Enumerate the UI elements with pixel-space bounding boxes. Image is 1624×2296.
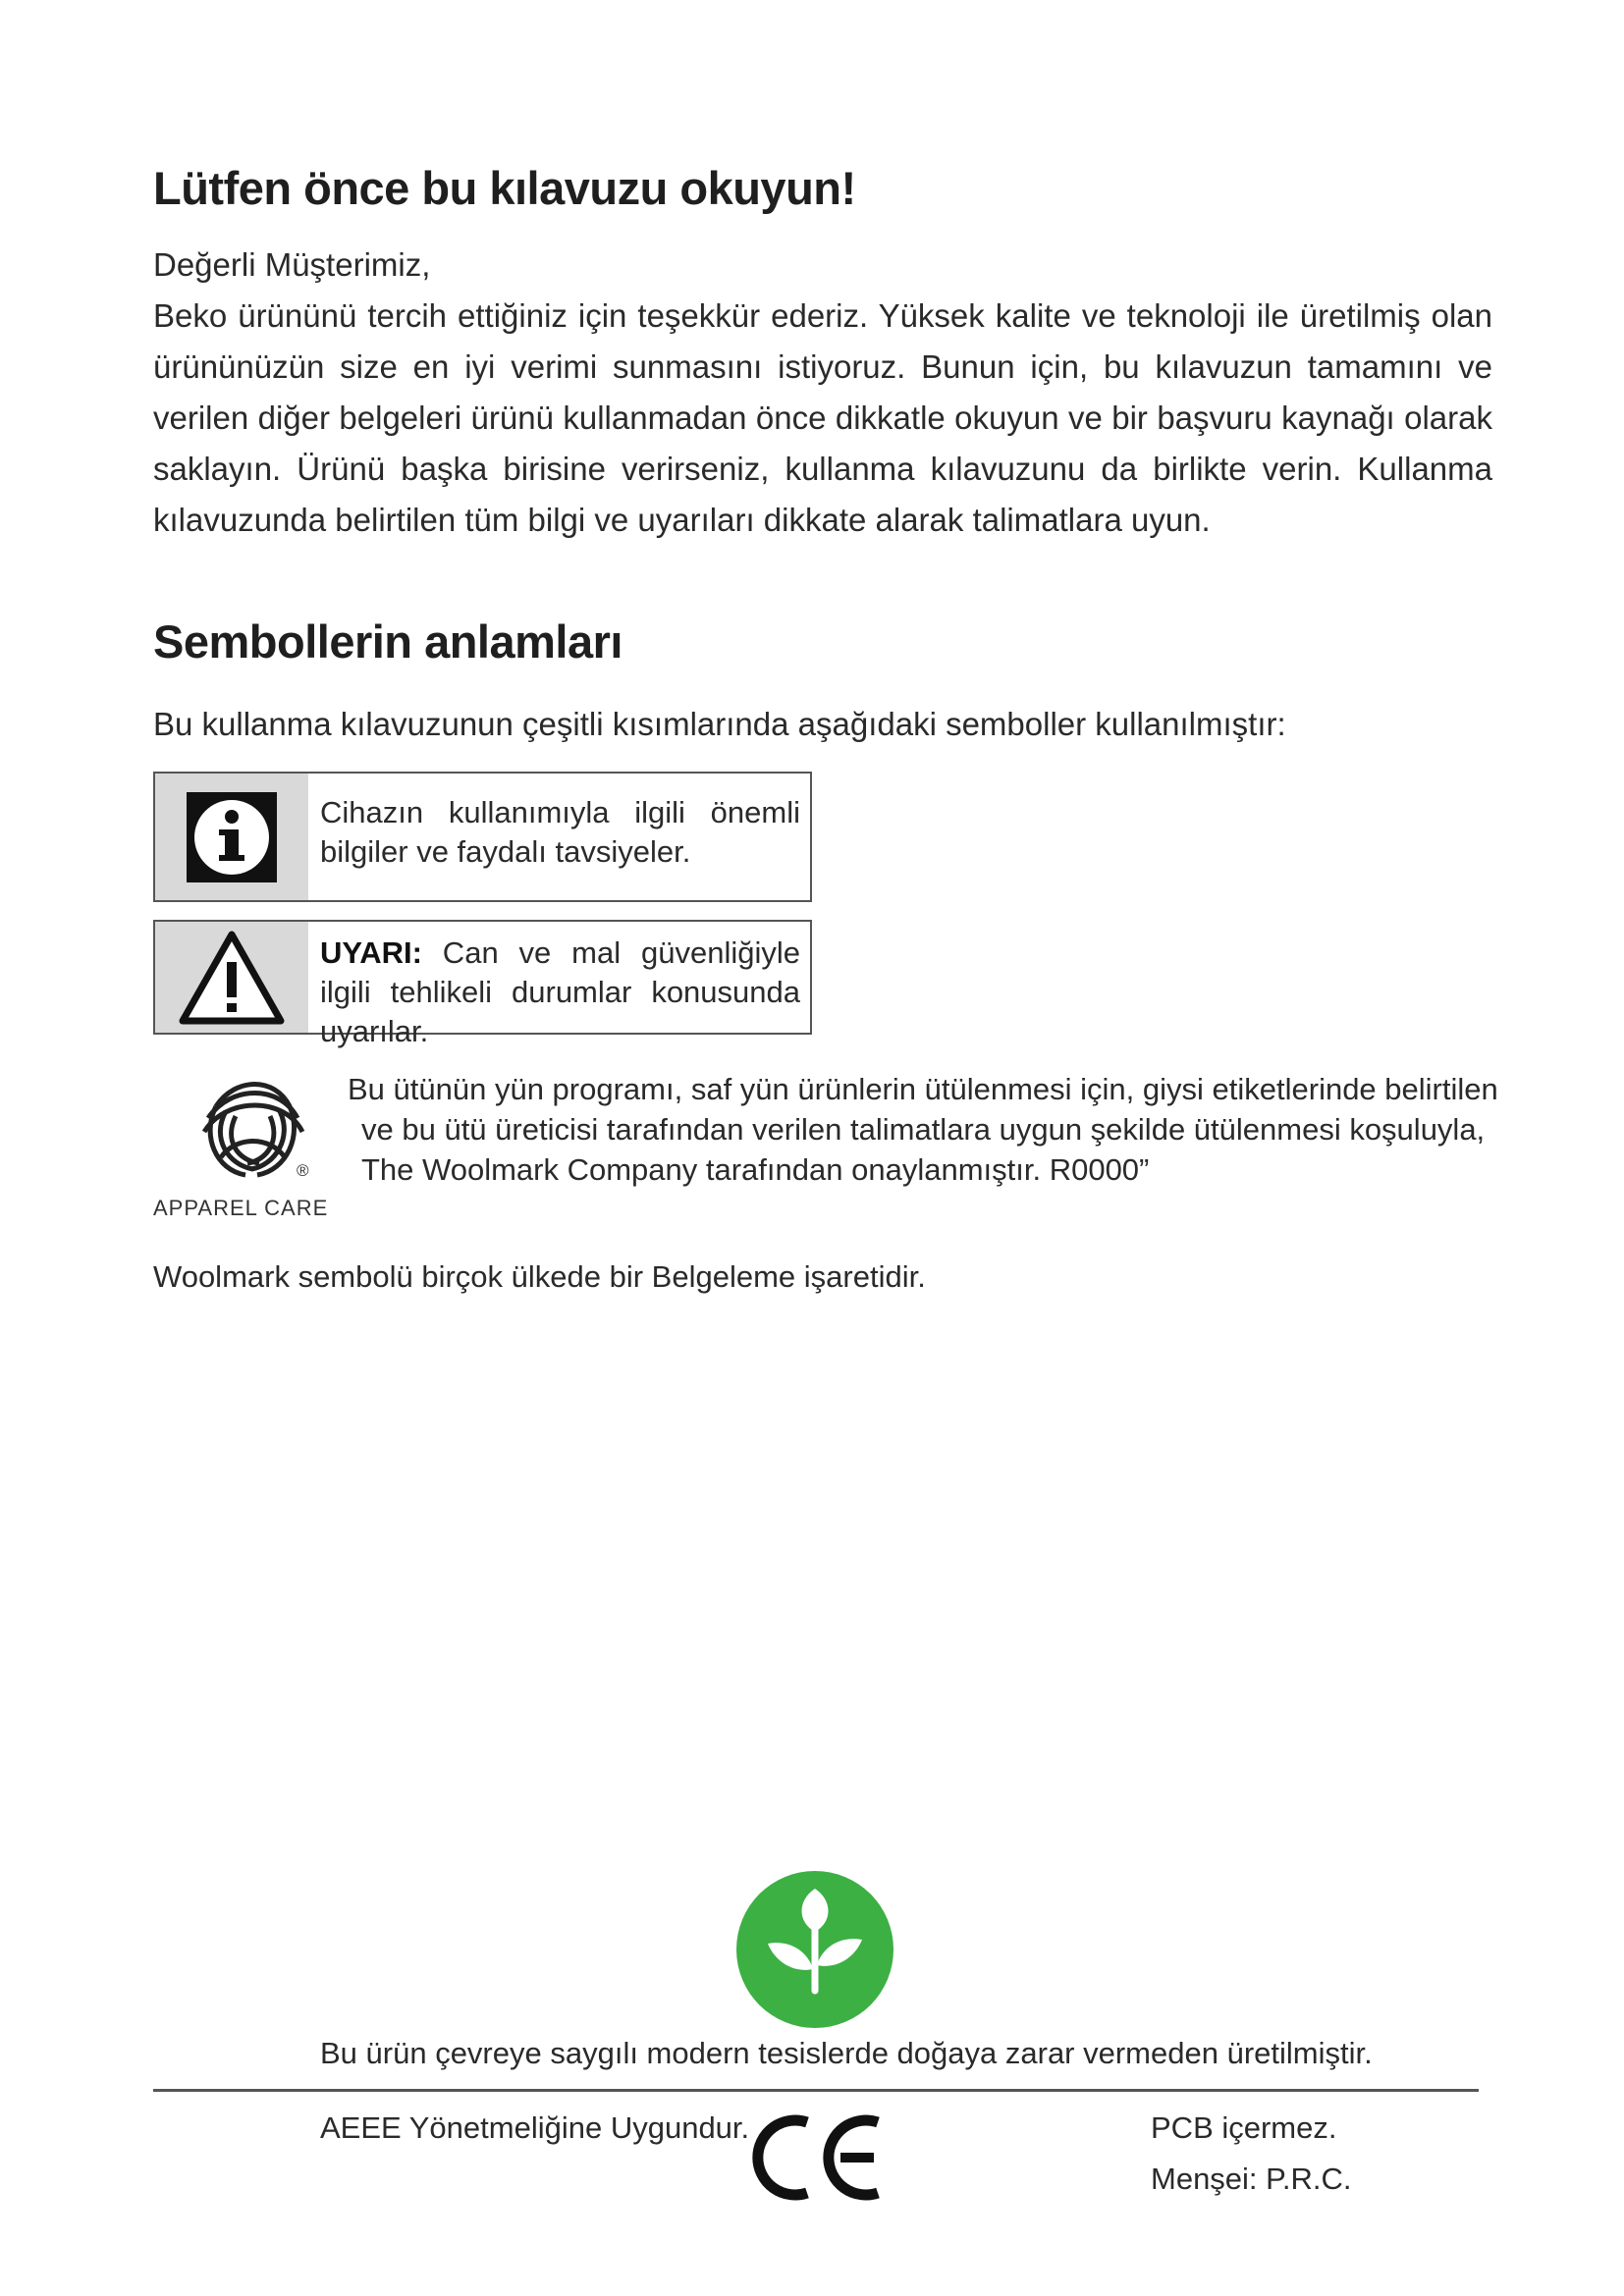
leaf-icon	[736, 1871, 893, 2033]
eco-statement: Bu ürün çevreye saygılı modern tesislerde doğaya zarar vermeden üretilmiştir.	[320, 2036, 1373, 2070]
info-icon	[155, 774, 308, 900]
origin-statement: Menşei: P.R.C.	[1151, 2162, 1352, 2196]
woolmark-line-2: ve bu ütü üreticisi tarafından verilen talimatlara uygun şekilde ütülenmesi koşuluyla,	[361, 1112, 1486, 1147]
warning-description: Can ve mal güvenliğiyle ilgili tehlikeli durumlar konusunda uyarılar.	[320, 935, 800, 1048]
warning-label: UYARI:	[320, 935, 422, 970]
info-symbol-text: Cihazın kullanımıyla ilgili önemli bilgiler ve faydalı tavsiyeler.	[320, 795, 800, 869]
page-title: Lütfen önce bu kılavuzu okuyun!	[153, 162, 856, 214]
warning-symbol-text	[308, 922, 810, 1048]
greeting: Değerli Müşterimiz,	[153, 246, 431, 283]
woolmark-note: Woolmark sembolü birçok ülkede bir Belgeleme işaretidir.	[153, 1259, 926, 1294]
intro-paragraph: Beko ürününü tercih ettiğiniz için teşekkür ederiz. Yüksek kalite ve teknoloji ile üretilmiş olan ürününüzün size en iyi verimi sunmasını istiyoruz. Bunun için, bu kılavuzun tamamını ve verilen diğer belgeleri ürünü kullanmadan önce dikkatle okuyun ve bir başvuru kaynağı olarak saklayın. Ürünü başka birisine verirseniz, kullanma kılavuzunu da birlikte verin. Kullanma kılavuzunda belirtilen tüm bilgi ve uyarıları dikkate alarak talimatlara uyun.	[153, 297, 1492, 538]
aeee-compliance: AEEE Yönetmeliğine Uygundur.	[320, 2110, 750, 2145]
symbols-title: Sembollerin anlamları	[153, 615, 623, 667]
registered-mark: ®	[297, 1161, 309, 1180]
warning-symbol-box	[153, 920, 812, 1048]
warning-triangle-icon	[155, 922, 308, 1033]
footer-divider	[153, 2089, 1479, 2092]
info-symbol-box	[153, 772, 812, 902]
woolmark-line-3: The Woolmark Company tarafından onaylanmıştır. R0000”	[361, 1152, 1150, 1187]
pcb-statement: PCB içermez.	[1151, 2110, 1337, 2145]
symbols-intro: Bu kullanma kılavuzunun çeşitli kısımlarında aşağıdaki semboller kullanılmıştır:	[153, 706, 1286, 742]
woolmark-line-1: Bu ütünün yün programı, saf yün ürünlerin ütülenmesi için, giysi etiketlerinde belirtilen	[348, 1072, 1498, 1106]
ce-mark-icon	[746, 2109, 893, 2212]
apparel-care-caption: APPAREL CARE	[153, 1196, 329, 1220]
